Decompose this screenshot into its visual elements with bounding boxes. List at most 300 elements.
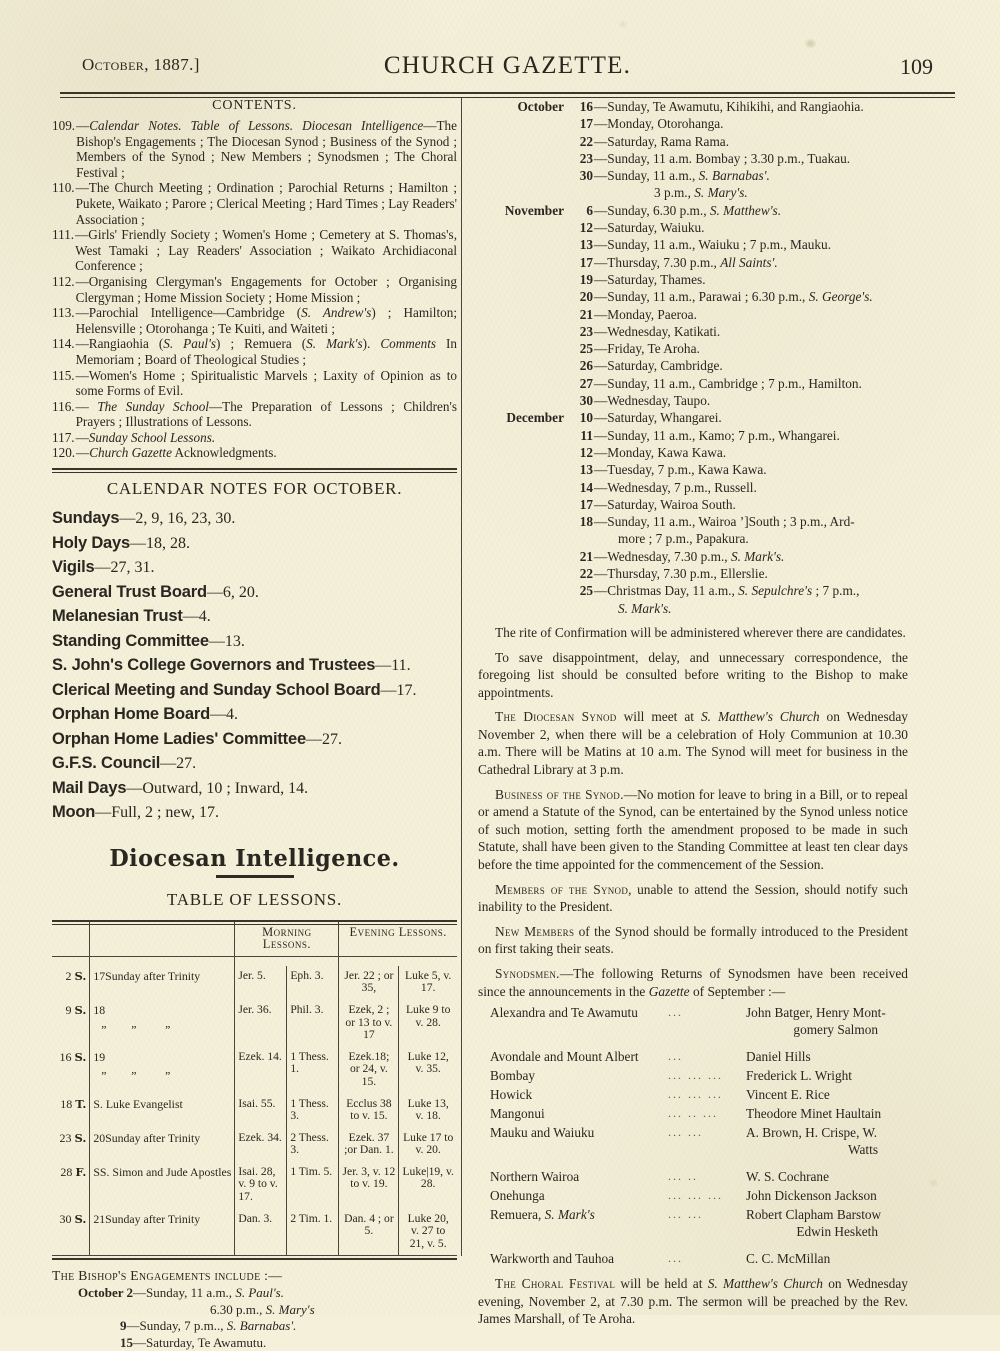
engagement-row — [478, 306, 908, 323]
contents-list — [52, 118, 457, 461]
engagement-day: 23 — [579, 150, 593, 166]
cell-day: 18 T. — [60, 1096, 87, 1111]
synodsman-dots: ... ... ... — [668, 1068, 723, 1083]
synodsman-parish: Avondale and Mount Albert — [490, 1049, 639, 1065]
engagement-row — [478, 548, 908, 565]
cell-evening-2: Luke 9 to v. 28. — [399, 1000, 457, 1047]
synodsman-name: C. C. McMillan — [746, 1251, 831, 1267]
calendar-note-label: Holy Days — [52, 533, 130, 552]
engagement-text: —Sunday, 11 a.m., S. Barnabas'. — [594, 168, 770, 184]
calendar-note-line — [52, 776, 457, 801]
choral-festival-text: will be held at S. Matthew's Church on Wednesday evening, November 2, at 7.30 p.m. The sermon will be preached by the Rev. James Marshall, of Te Aroha. — [478, 1276, 909, 1327]
synodsman-parish: Mangonui — [490, 1106, 545, 1122]
synodsman-row — [478, 1205, 908, 1241]
synodsman-parish: Northern Wairoa — [490, 1169, 580, 1185]
notice-text: of the Synod should be formally introduced to the President on first taking their seats. — [478, 923, 908, 957]
engagement-month — [478, 133, 569, 150]
synodsman-dots: ... .. ... — [668, 1106, 718, 1121]
synodsman-row — [478, 1123, 908, 1159]
sep-cell — [339, 956, 399, 966]
cell-lesson-name — [90, 1128, 235, 1162]
engagement-day: 25 — [579, 341, 593, 357]
bishop-engagement-line — [52, 1318, 457, 1335]
engagement-row — [478, 202, 908, 219]
engagement-row — [478, 133, 908, 150]
cell-morning-1: Dan. 3. — [235, 1209, 287, 1256]
cell-lesson-name — [90, 1094, 235, 1128]
engagement-day: 18 — [579, 514, 593, 530]
table-row — [52, 1094, 457, 1128]
engagement-text: —Sunday, 7 p.m.., — [126, 1318, 227, 1334]
cell-day: 9 S. — [65, 1002, 87, 1017]
engagement-text: —Saturday, Waiuku. — [594, 220, 705, 236]
calendar-note-value: —Full, 2 ; new, 17. — [95, 804, 220, 822]
day-marker: F. — [75, 1164, 87, 1179]
synodsman-name: Robert Clapham Barstow Edwin Hesketh — [746, 1205, 908, 1241]
engagement-text: —Sunday, 11 a.m., Parawai ; 6.30 p.m., S. George's. — [594, 289, 873, 305]
cell-lesson-name — [90, 966, 235, 1000]
synodsman-dots: ... .. — [668, 1169, 698, 1184]
engagement-day: 26 — [579, 358, 593, 374]
synodsman-dots: ... — [668, 1005, 683, 1020]
synodsman-name: Vincent E. Rice — [746, 1087, 830, 1103]
calendar-note-value: —4. — [209, 706, 238, 724]
cell-morning-1: Isai. 28, v. 9 to v. 17. — [235, 1162, 287, 1209]
engagement-day: 19 — [579, 271, 593, 287]
sep-cell — [90, 956, 235, 966]
contents-item — [52, 118, 457, 180]
cell-evening-1: Ecclus 38 to v. 15. — [346, 1096, 392, 1123]
engagement-text: —Wednesday, Katikati. — [594, 323, 721, 339]
table-row — [52, 1047, 457, 1094]
cell-day: 28 F. — [60, 1164, 87, 1179]
engagement-month: November — [504, 202, 564, 218]
synodsman-parish: Bombay — [490, 1068, 536, 1084]
contents-item — [52, 227, 457, 274]
synodsman-dots: ... — [668, 1251, 683, 1266]
engagement-day: 14 — [579, 479, 593, 495]
engagement-row — [478, 392, 908, 409]
engagement-row — [478, 427, 908, 444]
day-marker: S. — [74, 1049, 87, 1064]
engagement-month — [478, 375, 569, 392]
cell-evening-2: Luke 13, v. 18. — [399, 1094, 457, 1128]
engagement-row — [478, 323, 908, 340]
masthead — [60, 52, 955, 86]
sep-cell — [287, 956, 339, 966]
notice-paragraph — [478, 624, 908, 642]
notice-text: , unable to attend the Session, should notify such inability to the President. — [478, 881, 908, 915]
engagement-row — [478, 530, 908, 547]
lesson-sunday-number: 19 — [93, 1049, 106, 1064]
contents-item — [52, 305, 457, 336]
bishop-engagement-line — [52, 1285, 457, 1302]
foxing-spot — [620, 22, 626, 27]
engagement-day: 30 — [579, 168, 593, 184]
cell-evening-2: Luke 12, v. 35. — [399, 1047, 457, 1094]
cell-morning-1: Isai. 55. — [235, 1094, 287, 1128]
calendar-note-label: Orphan Home Board — [52, 705, 210, 724]
bishop-engagements-heading-text: The Bishop's Engagements include :— — [52, 1268, 283, 1284]
sep-cell — [235, 956, 287, 966]
engagement-day: 27 — [579, 375, 593, 391]
synodsman-row — [478, 1167, 908, 1186]
engagement-day: 21 — [579, 548, 593, 564]
engagement-row — [478, 600, 908, 617]
cell-morning-2: 1 Thess. 1. — [287, 1047, 339, 1094]
table-row — [52, 1209, 457, 1256]
synodsman-name-continued: Edwin Hesketh — [796, 1224, 878, 1240]
cell-morning-1: Jer. 36. — [235, 1000, 287, 1047]
lessons-table-wrap — [52, 920, 457, 1257]
contents-rule — [52, 468, 457, 470]
calendar-note-line — [52, 800, 457, 825]
engagement-row — [478, 184, 908, 201]
notice-text: —The following Returns of Synodsmen have been received since the announcements in the Gazette of September :— — [478, 966, 908, 999]
engagement-row — [478, 219, 908, 236]
engagement-day: 17 — [579, 116, 593, 132]
engagement-date: October 2 — [78, 1285, 133, 1301]
cell-lesson-name — [90, 1162, 235, 1209]
contents-item — [52, 445, 457, 461]
cell-morning-2: 2 Thess. 3. — [287, 1128, 339, 1162]
calendar-note-line — [52, 506, 457, 531]
engagement-text: 3 p.m., — [654, 185, 695, 201]
cell-evening-1: Ezek.18; or 24, v. 15. — [348, 1049, 390, 1088]
lesson-sunday-number: 18 — [93, 1002, 106, 1017]
cell-evening-2: Luke 17 to v. 20. — [399, 1128, 457, 1162]
day-marker: S. — [74, 1211, 87, 1226]
cell-day: 16 S. — [59, 1049, 87, 1064]
contents-item-text: —Calendar Notes. Table of Lessons. Diocesan Intelligence—The Bishop's Engagements ; The Diocesan Synod ; Business of the Synod ; Members of the Synod ; New Members ; Synodsmen ; The Choral Festival ; — [76, 118, 457, 180]
synodsman-dots: ... ... ... — [668, 1188, 723, 1203]
cell-morning-2: 1 Thess. 3. — [287, 1094, 339, 1128]
synodsman-dots: ... ... — [668, 1125, 703, 1140]
left-column — [52, 98, 457, 1351]
engagement-month — [478, 392, 569, 409]
bishop-engagements-lines — [52, 1285, 457, 1351]
contents-item-text: —Women's Home ; Spiritualistic Marvels ; Laxity of Opinion as to some Forms of Evil. — [75, 367, 457, 399]
notice-paragraph — [478, 923, 908, 958]
synodsman-row — [478, 1249, 908, 1268]
engagement-text: —Saturday, Rama Rama. — [594, 133, 730, 149]
engagement-month: October — [517, 99, 564, 114]
engagement-text: —Saturday, Wairoa South. — [594, 496, 736, 512]
notice-paragraph — [478, 965, 908, 1000]
calendar-note-line — [52, 702, 457, 727]
engagement-month — [478, 167, 569, 184]
engagement-month — [478, 236, 569, 253]
contents-item-number: 113. — [52, 305, 75, 321]
calendar-note-line — [52, 678, 457, 703]
synodsman-name: W. S. Cochrane — [746, 1169, 829, 1185]
contents-item-number: 116. — [52, 398, 75, 414]
day-marker: S. — [74, 968, 87, 983]
table-row — [52, 1162, 457, 1209]
notice-paragraph — [478, 786, 908, 874]
ditto-marks: „ „ „ — [93, 1062, 172, 1077]
engagement-month — [478, 565, 569, 582]
engagement-day: 12 — [579, 220, 593, 236]
notice-paragraph — [478, 881, 908, 916]
cell-day: 2 S. — [65, 968, 87, 983]
calendar-note-label: G.F.S. Council — [52, 754, 161, 773]
engagement-row — [478, 375, 908, 392]
cell-evening-1: Ezek, 2 ; or 13 to v. 17 — [345, 1002, 393, 1042]
cell-evening-2: Luke|19, v. 28. — [399, 1162, 457, 1209]
table-gap-row — [478, 1159, 908, 1167]
engagement-church: S. Mark's. — [618, 600, 672, 616]
engagement-row — [478, 409, 908, 426]
engagement-text: —Sunday, 11 a.m., Wairoa ’]South ; 3 p.m., Ard- — [594, 514, 855, 530]
synodsman-name: Daniel Hills — [746, 1049, 811, 1065]
contents-item — [52, 368, 457, 399]
lessons-table-top-rule — [52, 920, 457, 922]
synodsman-row — [478, 1104, 908, 1123]
engagement-month — [478, 548, 569, 565]
engagement-row — [478, 98, 908, 115]
cell-evening-2: Luke 20, v. 27 to 21, v. 5. — [399, 1209, 457, 1256]
synodsman-name: John Batger, Henry Mont- gomery Salmon — [746, 1003, 908, 1039]
calendar-note-value: —27. — [305, 730, 342, 748]
cell-morning-1: Ezek. 14. — [235, 1047, 287, 1094]
engagement-church: S. Barnabas'. — [698, 168, 770, 184]
contents-item-text: —Church Gazette Acknowledgments. — [76, 445, 277, 461]
engagement-row — [478, 461, 908, 478]
engagement-row — [478, 167, 908, 184]
engagement-day: 22 — [579, 566, 593, 582]
notice-lead: The Diocesan Synod — [495, 709, 617, 725]
engagement-church: S. Paul's. — [235, 1285, 284, 1301]
engagement-month — [478, 288, 569, 305]
calendar-note-value: —6, 20. — [206, 583, 259, 601]
calendar-note-label: Mail Days — [52, 778, 127, 797]
engagement-text: —Thursday, 7.30 p.m., All Saints'. — [594, 254, 778, 270]
engagement-text: —Sunday, 11 a.m., Waiuku ; 7 p.m., Mauku. — [594, 237, 832, 253]
choral-festival-lead: The Choral Festival — [495, 1276, 616, 1292]
calendar-note-line — [52, 604, 457, 629]
notice-lead: Business of the Synod. — [495, 786, 624, 802]
cell-evening-1: Jer. 22 ; or 35, — [344, 968, 394, 995]
engagement-text: —Sunday, Te Awamutu, Kihikihi, and Rangiaohia. — [594, 99, 864, 114]
calendar-note-value: —27. — [160, 755, 197, 773]
table-gap-row — [478, 1241, 908, 1249]
calendar-note-value: —4. — [182, 608, 211, 626]
cell-morning-1: Jer. 5. — [235, 966, 287, 1000]
calendar-notes-list — [52, 506, 457, 825]
engagement-day: 11 — [580, 427, 593, 443]
synodsman-name: John Dickenson Jackson — [746, 1188, 877, 1204]
contents-item-text: —Girls' Friendly Society ; Women's Home ; Cemetery at S. Thomas's, West Tamaki ; Lay Readers' Association ; Waikato Archidiaconal Conference ; — [75, 227, 457, 274]
calendar-note-label: Melanesian Trust — [52, 607, 183, 626]
contents-item-text: —Rangiaohia (S. Paul's) ; Remuera (S. Mark's). Comments In Memoriam ; Board of Theological Studies ; — [75, 336, 458, 367]
calendar-heading: CALENDAR NOTES FOR OCTOBER. — [106, 479, 403, 499]
engagement-church: S. George's. — [808, 289, 873, 305]
engagement-month — [478, 444, 569, 461]
contents-item — [52, 399, 457, 430]
contents-item-number: 117. — [52, 429, 75, 445]
synodsman-row — [478, 1003, 908, 1039]
synodsman-row — [478, 1085, 908, 1104]
engagement-church: S. Mary's — [265, 1301, 315, 1317]
notice-lead: Synodsmen. — [495, 966, 560, 981]
foxing-spot — [930, 1180, 937, 1186]
cell-lesson-name — [90, 1000, 235, 1047]
engagement-church: S. Mary's. — [694, 185, 748, 201]
choral-festival-paragraph — [478, 1275, 908, 1328]
cell-day: 30 S. — [59, 1211, 87, 1226]
diocesan-intelligence-heading: Diocesan Intelligence. — [109, 844, 400, 872]
engagement-month: December — [506, 410, 564, 426]
engagement-month — [478, 427, 569, 444]
lesson-name: S. Luke Evangelist — [93, 1096, 183, 1111]
diocesan-rule — [216, 875, 294, 878]
contents-item-text: —Parochial Intelligence—Cambridge (S. Andrew's) ; Hamilton; Helensville ; Otorohanga ; Te Kuiti, and Waiteti ; — [75, 305, 457, 336]
contents-item — [52, 274, 457, 305]
engagement-row — [478, 496, 908, 513]
contents-item-number: 115. — [52, 367, 75, 383]
calendar-note-label: Sundays — [52, 509, 120, 528]
engagement-text: —Wednesday, Taupo. — [594, 393, 711, 409]
notice-text: The rite of Confirmation will be administered wherever there are candidates. — [495, 624, 906, 640]
synodsman-name-continued: Watts — [848, 1142, 878, 1158]
cell-morning-2: 2 Tim. 1. — [287, 1209, 339, 1256]
contents-item — [52, 336, 457, 367]
calendar-note-value: —13. — [208, 632, 245, 650]
bishop-engagements-heading — [52, 1268, 457, 1285]
synodsman-name-continued: gomery Salmon — [793, 1022, 878, 1038]
calendar-note-label: Clerical Meeting and Sunday School Board — [52, 680, 381, 699]
calendar-note-line — [52, 555, 457, 580]
cell-evening-1: Dan. 4 ; or 5. — [344, 1211, 394, 1238]
calendar-note-line — [52, 727, 457, 752]
calendar-note-line — [52, 531, 457, 556]
calendar-note-line — [52, 653, 457, 678]
engagements-list — [478, 98, 908, 617]
right-column — [478, 98, 908, 1328]
engagement-text: —Sunday, 11 a.m., — [133, 1285, 236, 1301]
engagement-day: 23 — [579, 323, 593, 339]
calendar-note-value: —18, 28. — [130, 534, 190, 552]
calendar-note-label: Vigils — [52, 558, 95, 577]
contents-heading: CONTENTS. — [212, 98, 297, 113]
engagement-row — [478, 150, 908, 167]
engagement-row — [478, 288, 908, 305]
synodsman-name: Theodore Minet Haultain — [746, 1106, 882, 1122]
masthead-rule — [60, 92, 955, 94]
engagement-month — [478, 254, 569, 271]
synodsman-dots: ... ... ... — [668, 1087, 723, 1102]
engagement-month — [478, 115, 569, 132]
header-day — [52, 922, 90, 957]
synodsman-parish: Howick — [490, 1087, 533, 1103]
engagement-month — [478, 496, 569, 513]
contents-item-number: 114. — [52, 336, 75, 352]
engagement-text: —Christmas Day, 11 a.m., S. Sepulchre's ; 7 p.m., — [594, 583, 860, 599]
calendar-note-line — [52, 751, 457, 776]
table-gap-row — [478, 1039, 908, 1047]
calendar-note-label: S. John's College Governors and Trustees — [52, 656, 376, 675]
cell-evening-2: Luke 5, v. 17. — [399, 966, 457, 1000]
synodsman-name: Frederick L. Wright — [746, 1068, 852, 1084]
engagement-church: All Saints'. — [720, 254, 778, 270]
table-header-separator — [52, 956, 457, 966]
engagement-row — [478, 565, 908, 582]
engagement-row — [478, 444, 908, 461]
bishop-engagement-line — [52, 1302, 457, 1319]
engagement-day: 21 — [579, 306, 593, 322]
contents-item-number: 112. — [52, 273, 75, 289]
cell-lesson-name — [90, 1209, 235, 1256]
contents-item — [52, 430, 457, 446]
synodsman-parish: Onehunga — [490, 1188, 545, 1204]
engagement-day: 13 — [579, 237, 593, 253]
column-divider — [461, 98, 462, 1256]
synodsman-row — [478, 1186, 908, 1205]
engagement-row — [478, 479, 908, 496]
engagement-text: —Wednesday, 7.30 p.m., S. Mark's. — [594, 548, 785, 564]
calendar-note-value: —27, 31. — [94, 559, 155, 577]
lessons-table-bottom-rule — [52, 1255, 457, 1256]
cell-morning-2: Eph. 3. — [287, 966, 339, 1000]
table-body — [52, 966, 457, 1256]
issue-date: October, 1887.] — [82, 55, 200, 74]
header-morning-lessons: Morning Lessons. — [235, 922, 339, 957]
calendar-note-line — [52, 629, 457, 654]
lesson-name: 17Sunday after Trinity — [93, 968, 201, 983]
synodsman-dots: ... — [668, 1049, 683, 1064]
table-header-row — [52, 922, 457, 957]
engagement-day: 30 — [579, 393, 593, 409]
page-number: 109 — [900, 54, 933, 79]
synodsmen-table — [478, 1003, 908, 1268]
engagement-day: 10 — [579, 410, 593, 426]
engagement-church: S. Mark's. — [730, 548, 785, 564]
engagement-row — [478, 236, 908, 253]
day-marker: S. — [74, 1130, 87, 1145]
calendar-note-label: Orphan Home Ladies' Committee — [52, 729, 306, 748]
cell-lesson-name — [90, 1047, 235, 1094]
engagement-day: 17 — [579, 254, 593, 270]
calendar-note-value: —2, 9, 16, 23, 30. — [119, 510, 236, 528]
engagement-month — [478, 150, 569, 167]
engagement-text: —Tuesday, 7 p.m., Kawa Kawa. — [594, 462, 767, 478]
calendar-note-line — [52, 580, 457, 605]
contents-item — [52, 180, 457, 227]
engagement-row — [478, 271, 908, 288]
table-of-lessons-heading: TABLE OF LESSONS. — [166, 889, 343, 909]
engagement-church: S. Barnabas'. — [226, 1318, 297, 1334]
engagement-row — [478, 357, 908, 374]
engagement-church: S. Matthew's. — [709, 202, 782, 218]
engagement-day: 12 — [579, 444, 593, 460]
engagement-month — [478, 340, 569, 357]
calendar-note-label: General Trust Board — [52, 582, 207, 601]
engagement-date: 9 — [120, 1318, 127, 1334]
calendar-note-value: —11. — [375, 657, 411, 675]
engagement-day: 20 — [579, 289, 593, 305]
engagement-text: —Sunday, 11 a.m. Bombay ; 3.30 p.m., Tuakau. — [594, 150, 851, 166]
day-marker: T. — [75, 1096, 87, 1111]
synodsman-name: A. Brown, H. Crispe, W. Watts — [746, 1123, 908, 1159]
engagement-row — [478, 115, 908, 132]
day-marker: S. — [74, 1002, 87, 1017]
notice-text: will meet at S. Matthew's Church on Wednesday November 2, when there will be a celebration of Holy Communion at 10.30 a.m. There will be Matins at 10 a.m. The Synod will meet for business in the Cathedral Library at 3 p.m. — [478, 709, 908, 778]
calendar-note-value: —Outward, 10 ; Inward, 14. — [126, 779, 309, 797]
bishop-engagement-line — [52, 1335, 457, 1351]
table-row — [52, 1000, 457, 1047]
engagement-day: 6 — [586, 202, 593, 218]
